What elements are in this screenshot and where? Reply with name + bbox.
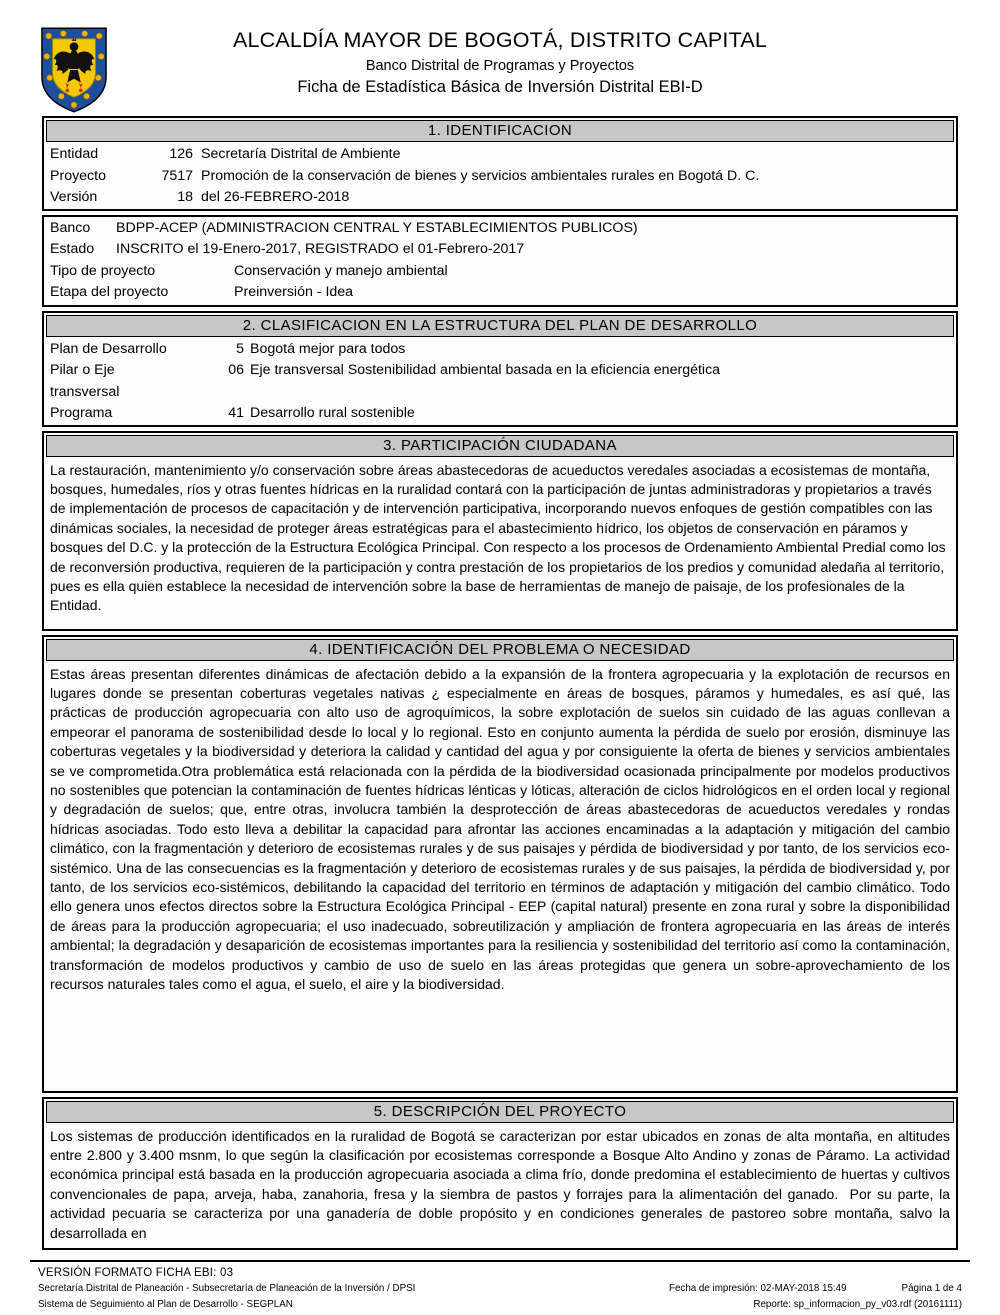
document-title: ALCALDÍA MAYOR DE BOGOTÁ, DISTRITO CAPITAL [232,28,768,52]
proyecto-label: Proyecto [50,167,106,184]
row-banco [44,218,956,240]
footer-secretaria-text: Secretaría Distrital de Planeación - Subsecretaría de Planeación de la Inversión / DPSI [38,1282,416,1294]
pilar-eje-label: Pilar o Eje transversal [50,362,120,400]
estado-value: INSCRITO el 19-Enero-2017, REGISTRADO el 01-Febrero-2017 [116,241,525,257]
tipo-proyecto-label: Tipo de proyecto [50,262,156,279]
document-footer [30,1260,970,1315]
row-proyecto [44,166,956,188]
entidad-value: Secretaría Distrital de Ambiente [201,146,401,162]
row-pilar-eje [44,360,956,403]
version-code: 18 [177,189,193,205]
row-version [44,187,956,209]
plan-desarrollo-code: 5 [236,340,244,357]
proyecto-code: 7517 [161,167,193,184]
document-subtitle-bank: Banco Distrital de Programas y Proyectos [365,58,635,74]
format-version-text: VERSIÓN FORMATO FICHA EBI: 03 [38,1266,234,1279]
entidad-code: 126 [169,146,193,162]
programa-label: Programa [50,405,113,421]
footer-segplan-text: Sistema de Seguimiento al Plan de Desarrollo - SEGPLAN [38,1298,293,1310]
document-body [42,116,958,1250]
participacion-text: La restauración, mantenimiento y/o conservación sobre áreas abastecedoras de acueductos veredales asociadas a ecosistemas de montaña, bosques, humedales, ríos y otras fuentes hídricas en la ruralidad contará con la participación de juntas administradoras y propietarios a través de implementación de procesos de capacitación y de intervención participativa, incorporando nuevos enfoques de gestión compatibles con las dinámicas sociales, la necesidad de proteger áreas estratégicas para el abastecimiento hídrico, los objetos de conservación en páramos y bosques del D.C. y la protección de la Estructura Ecológica Principal. Con respecto a los procesos de Ordenamiento Ambiental Predial como los de reconversión productiva, requieren de la participación y contra prestación de los propietarios de los predios y comunidad aledaña al territorio, pues es ella quien establece la necesidad de intervención sobre la base de herramientas de manejo de paisaje, de los profesionales de la Entidad. [50,461,950,614]
report-name-text: Reporte: sp_informacion_py_v03.rdf (20161111) [753,1298,962,1310]
section-clasificacion [42,311,958,427]
banco-label: Banco [50,219,91,236]
programa-code: 41 [228,405,244,421]
section-identificacion [42,116,958,211]
version-label: Versión [50,189,98,205]
problema-text: Estas áreas presentan diferentes dinámicas de afectación debido a la expansión de la frontera agropecuaria y la explotación de recursos en lugares donde se presentan coberturas vegetales nativas ¿ especialmente en áreas de bosques, páramos y humedales, es así qué, las prácticas de producción agropecuaria con alto uso de agroquímicos, la sobre explotación de suelos sin cuidado de las aguas conllevan a empeorar el panorama de sostenibilidad desde lo local y lo regional. Esto en conjunto aumenta la pérdida de suelo por erosión, disminuye las coberturas vegetales y la biodiversidad y deteriora la calidad y cantidad del agua y por consiguiente la oferta de bienes y servicios ambientales se ve comprometida.Otra problemática está relacionada con la pérdida de la biodiversidad ocasionada principalmente por modelos productivos no sostenibles que potencian la contaminación de fuentes hídricas lénticas y lóticas, alteración de ciclos hidrológicos en el orden local y regional y degradación de suelos; que, entre otras, involucra también la desprotección de áreas abastecedoras de acueductos veredales y rondas hídricas asociadas. Todo esto lleva a debilitar la capacidad para afrontar las acciones encaminadas a la adaptación y mitigación del cambio climático, con la fragmentación y deterioro de ecosistemas rurales y de sus paisajes y pérdida de biodiversidad y por tanto, de los servicios eco-sistémico. Una de las consecuencias es la fragmentación y deterioro de ecosistemas rurales y de sus paisajes, la pérdida de biodiversidad y, por tanto, de los servicios eco-sistémicos, debilitando la capacidad del territorio en términos de adaptación y mitigación del cambio climático. Todo ello genera unos efectos directos sobre la Estructura Ecológica Principal - EEP (capital natural) presente en zona rural y sobre la disponibilidad de áreas para la producción agropecuaria; el uso inadecuado, sobreutilización y ampliación de frontera agropecuaria en las áreas de interés ambiental; la degradación y desaparición de ecosistemas importantes para la resiliencia y sostenibilidad del territorio así como la contaminación, transformación de modelos productivos y cambio de uso de suelo en las áreas protegidas que genera un sobre-aprovechamiento de los recursos naturales tales como el agua, el suelo, el aire y la biodiversidad. [50,665,954,992]
document-header [0,0,1000,112]
section-3-header: 3. PARTICIPACIÓN CIUDADANA [46,435,954,457]
estado-label: Estado [50,241,95,257]
row-tipo-proyecto [44,261,956,283]
banco-estado-box [42,215,958,307]
section-participacion [42,431,958,631]
title-block [0,0,1000,97]
plan-desarrollo-label: Plan de Desarrollo [50,340,167,357]
etapa-proyecto-label: Etapa del proyecto [50,284,169,300]
pilar-eje-value: Eje transversal Sostenibilidad ambiental basada en la eficiencia energética [250,362,721,378]
section-descripcion [42,1097,958,1250]
entidad-label: Entidad [50,146,99,162]
version-value: del 26-FEBRERO-2018 [201,189,350,205]
plan-desarrollo-value: Bogotá mejor para todos [250,340,406,357]
section-2-header: 2. CLASIFICACION EN LA ESTRUCTURA DEL PLAN DE DESARROLLO [46,315,954,337]
page-number-text: Página 1 de 4 [901,1282,962,1294]
pilar-eje-code: 06 [228,362,244,378]
bogota-coat-of-arms-icon [40,26,108,114]
section-problema [42,635,958,1093]
section-1-header: 1. IDENTIFICACION [46,120,954,142]
document-subtitle-ficha: Ficha de Estadística Básica de Inversión Distrital EBI-D [297,78,703,96]
print-date-text: Fecha de impresión: 02-MAY-2018 15:49 [668,1282,847,1294]
section-5-header: 5. DESCRIPCIÓN DEL PROYECTO [46,1101,954,1123]
proyecto-value: Promoción de la conservación de bienes y servicios ambientales rurales en Bogotá D. C. [201,167,760,184]
row-etapa-proyecto [44,282,956,304]
footer-left-block [38,1283,415,1315]
footer-right-block [669,1283,962,1315]
banco-value: BDPP-ACEP (ADMINISTRACION CENTRAL Y ESTABLECIMIENTOS PUBLICOS) [116,219,638,236]
row-estado [44,239,956,261]
row-entidad [44,144,956,166]
section-4-header: 4. IDENTIFICACIÓN DEL PROBLEMA O NECESIDAD [46,639,954,661]
descripcion-text: Los sistemas de producción identificados en la ruralidad de Bogotá se caracterizan por estar ubicados en zonas de alta montaña, en altitudes entre 2.800 y 3.400 msnm, lo que según la clasificación por ecosistemas corresponde a Bosque Alto Andino y zonas de Páramo. La actividad económica principal está basada en la producción agropecuaria asociada a clima frío, donde predomina el establecimiento de huertas y cultivos convencionales de papa, arveja, haba, zanahoria, fresa y la siembra de pastos y forrajes para la alimentación del ganado. Por su parte, la actividad pecuaria se caracteriza por una ganadería de doble propósito y en condiciones generales de pastoreo sobre montaña, salvo la desarrollada en [50,1127,954,1241]
row-programa [44,403,956,425]
etapa-proyecto-value: Preinversión - Idea [234,284,354,300]
programa-value: Desarrollo rural sostenible [250,405,415,421]
row-plan-desarrollo [44,339,956,361]
tipo-proyecto-value: Conservación y manejo ambiental [234,262,448,279]
